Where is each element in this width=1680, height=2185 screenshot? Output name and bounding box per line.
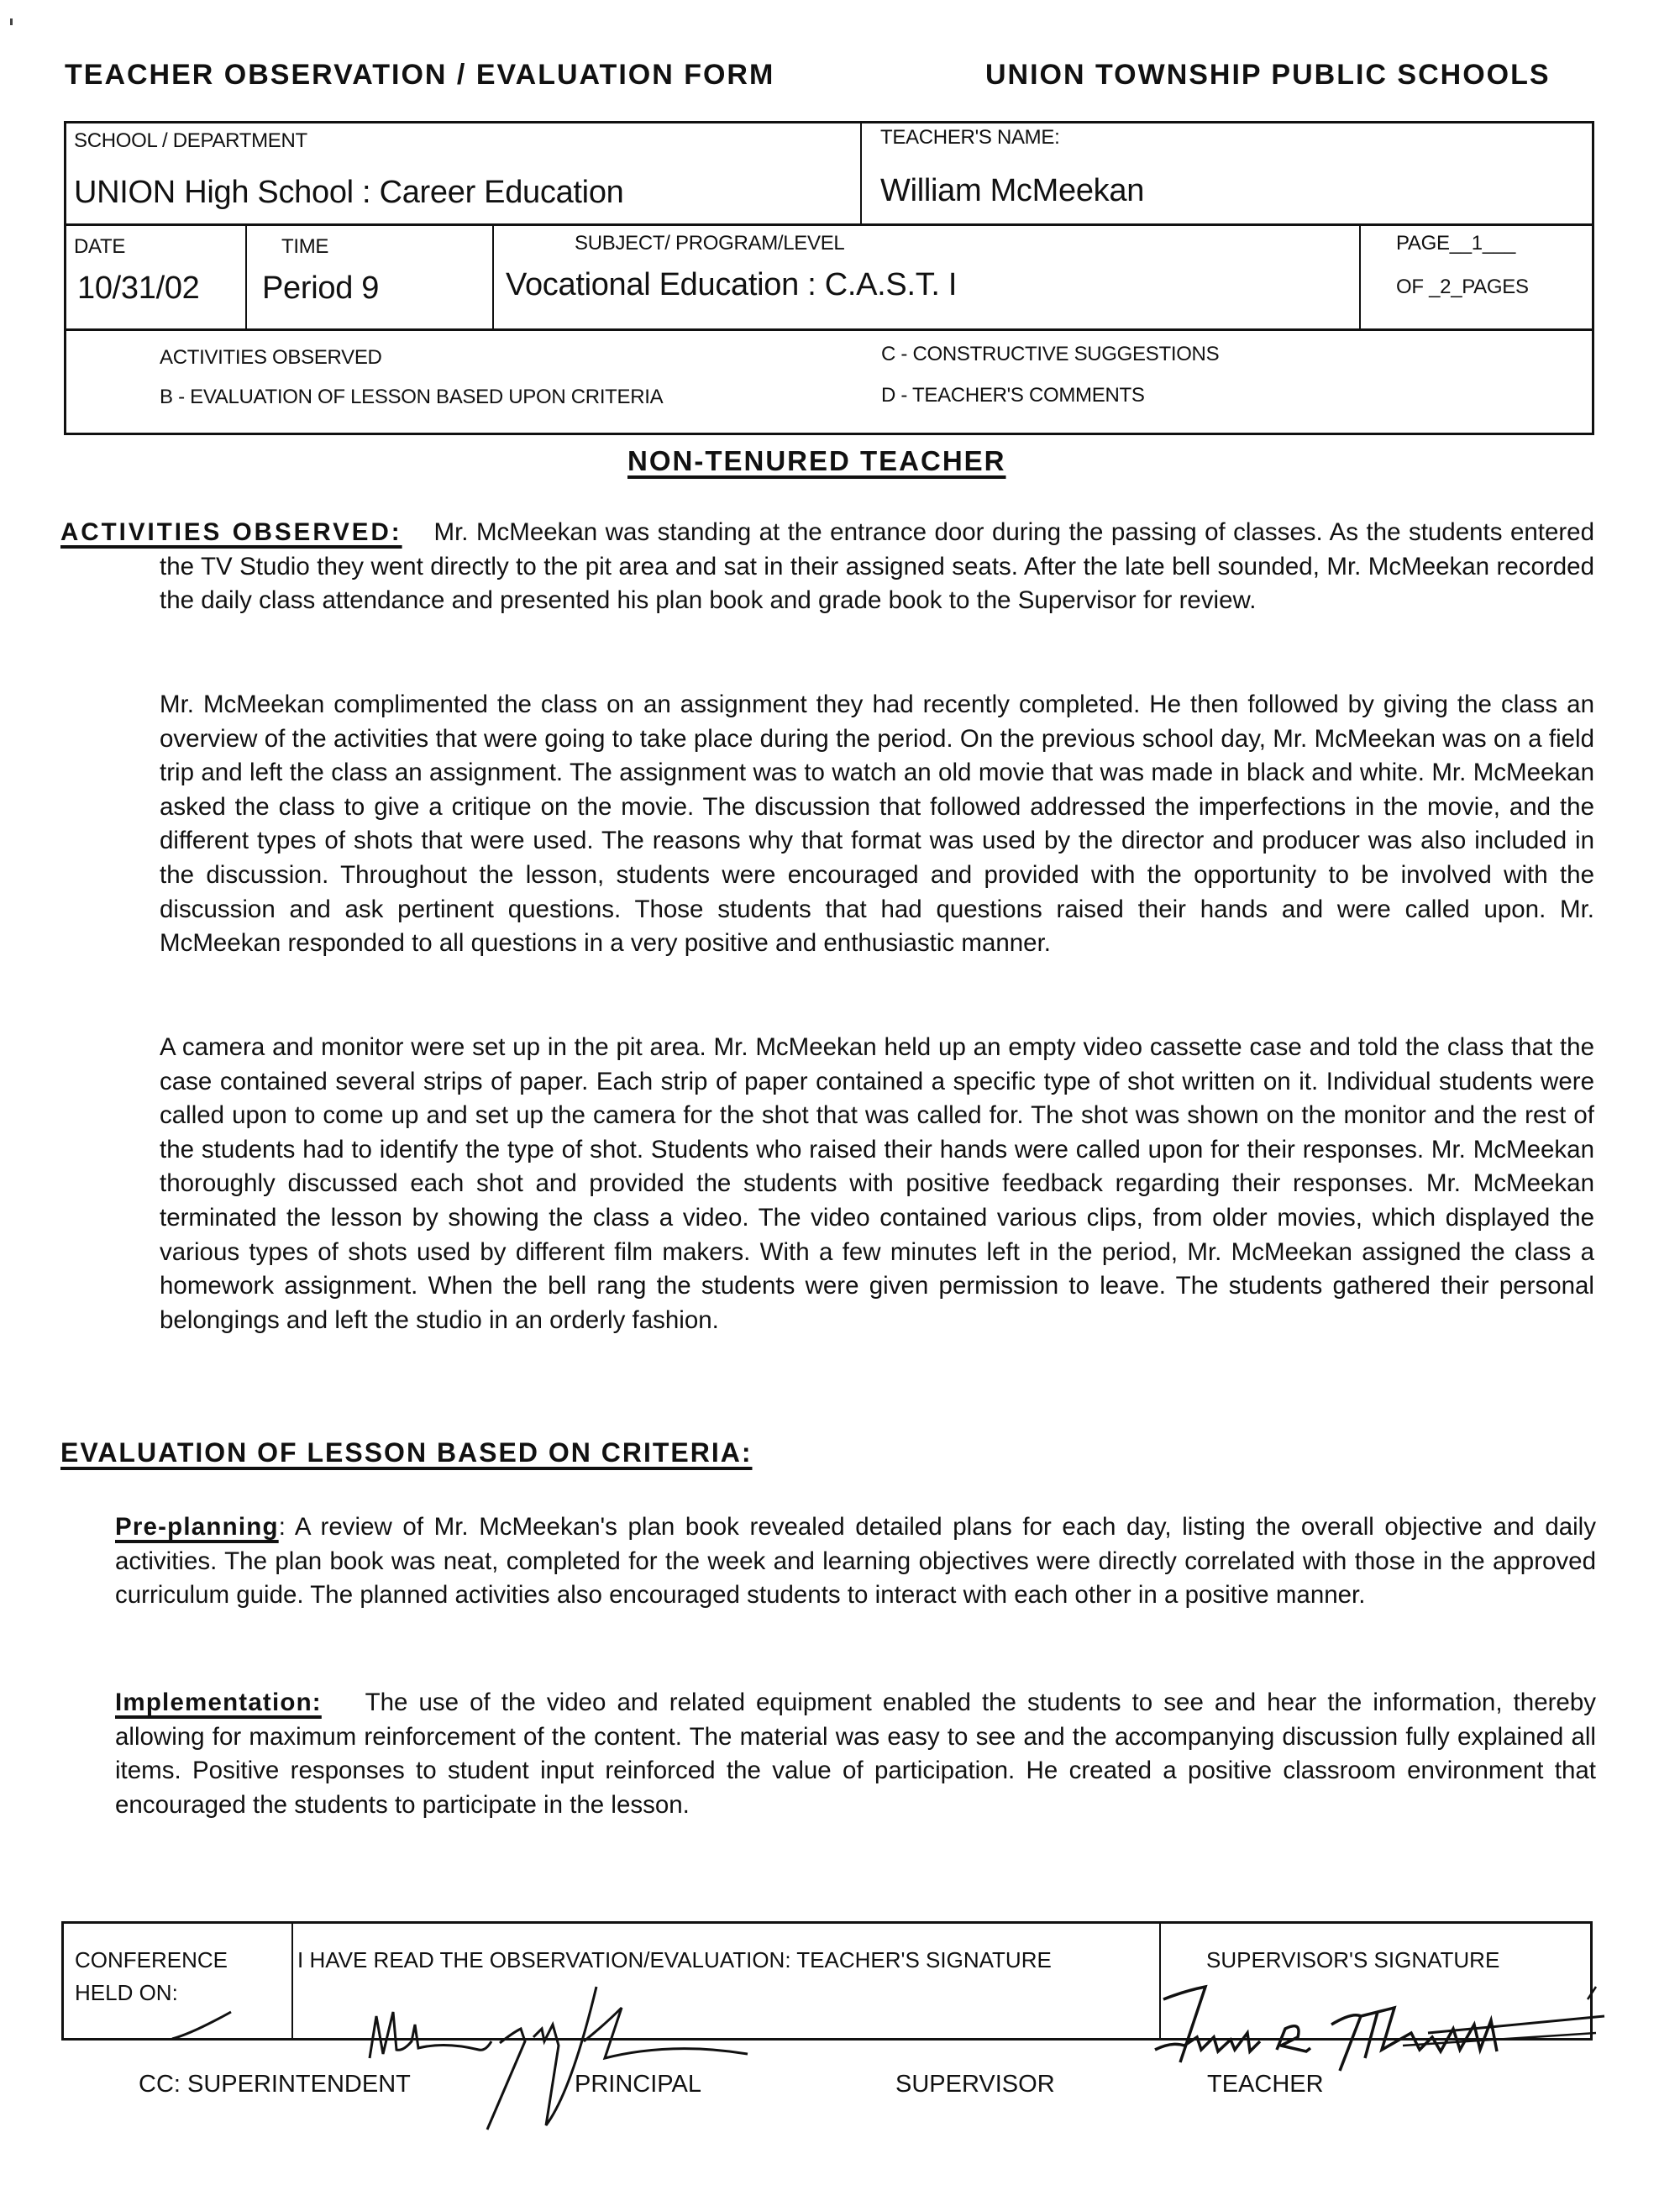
- implementation-label: Implementation:: [115, 1689, 322, 1716]
- pre-planning-paragraph: Pre-planning: A review of Mr. McMeekan's plan book revealed detailed plans for each day, listing the overall objective and daily activities. The plan book was neat, completed for the week and learning objectives were directly correlated with those in the approved curriculum guide. The planned activities also encouraged students to interact with each other in a positive manner.: [115, 1513, 1596, 1610]
- column-divider: [492, 223, 494, 329]
- teacher-signature-label: I HAVE READ THE OBSERVATION/EVALUATION: TEACHER'S SIGNATURE: [297, 1947, 1052, 1972]
- school-department-label: SCHOOL / DEPARTMENT: [74, 129, 307, 152]
- activities-paragraph-1: ACTIVITIES OBSERVED: Mr. McMeekan was standing at the entrance door during the passing of classes. As the students entered the TV Studio they went directly to the pit area and sat in their assigned seats. After the late bell sounded, Mr. McMeekan recorded the daily class attendance and presented his plan book and grade book to the Supervisor for review.: [60, 518, 1594, 615]
- activities-observed-section: [60, 516, 1594, 618]
- column-divider: [1359, 223, 1361, 329]
- legend-evaluation: B - EVALUATION OF LESSON BASED UPON CRITERIA: [160, 386, 664, 408]
- row-divider: [64, 328, 1594, 331]
- date-value: 10/31/02: [77, 270, 200, 306]
- teacher-name-label: TEACHER'S NAME:: [880, 126, 1060, 149]
- evaluation-heading: EVALUATION OF LESSON BASED ON CRITERIA:: [60, 1437, 753, 1468]
- conference-check-mark-icon: [168, 2004, 235, 2046]
- row-divider: [64, 223, 1594, 226]
- conference-label: CONFERENCE: [75, 1947, 228, 1972]
- supervisor-signature-label: SUPERVISOR'S SIGNATURE: [1206, 1947, 1500, 1972]
- column-divider: [291, 1921, 293, 2041]
- subject-label: SUBJECT/ PROGRAM/LEVEL: [575, 232, 845, 255]
- activities-paragraph-2: Mr. McMeekan complimented the class on an assignment they had recently completed. He then followed by giving the class an overview of the activities that were going to take place during the period. On the previous school day, Mr. McMeekan was on a field trip and left the class an assignment. The assignment was to watch an old movie that was made in black and white. Mr. McMeekan asked the class to give a critique on the movie. The discussion that followed addressed the imperfections in the movie, and the different types of shots that were used. The reasons why that format was used by the director and producer was also included in the discussion. Throughout the lesson, students were encouraged and provided with the opportunity to be involved with the discussion and ask pertinent questions. Those students that had questions raised their hands and were called upon. Mr. McMeekan responded to all questions in a very positive and enthusiastic manner.: [160, 691, 1594, 958]
- time-value: Period 9: [262, 270, 380, 306]
- cc-principal: PRINCIPAL: [575, 2071, 701, 2098]
- district-name: UNION TOWNSHIP PUBLIC SCHOOLS: [985, 59, 1551, 91]
- cc-supervisor: SUPERVISOR: [895, 2071, 1055, 2098]
- date-label: DATE: [74, 235, 126, 258]
- total-pages-label: OF _2_PAGES: [1396, 276, 1529, 298]
- activities-observed-heading: ACTIVITIES OBSERVED:: [60, 518, 402, 546]
- cc-superintendent: CC: SUPERINTENDENT: [139, 2071, 411, 2098]
- legend-teachers-comments: D - TEACHER'S COMMENTS: [881, 384, 1145, 407]
- activities-paragraph-3: A camera and monitor were set up in the pit area. Mr. McMeekan held up an empty video cassette case and told the class that the case contained several strips of paper. Each strip of paper contained a specific type of shot written on it. Individual students were called upon to come up and set up the camera for the shot that was called for. The shot was shown on the monitor and the rest of the students had to identify the type of shot. Students who raised their hands were called upon for their responses. Mr. McMeekan thoroughly discussed each shot and provided the students with positive feedback regarding their responses. Mr. McMeekan terminated the lesson by showing the class a video. The video contained various clips, from older movies, which displayed the various types of shots used by different film makers. With a few minutes left in the period, Mr. McMeekan assigned the class a homework assignment. When the bell rang the students were given permission to leave. The students gathered their personal belongings and left the studio in an orderly fashion.: [160, 1033, 1594, 1334]
- pre-planning-label: Pre-planning: [115, 1513, 279, 1541]
- conference-held-on-label: HELD ON:: [75, 1980, 178, 2005]
- teacher-name-value: William McMeekan: [880, 173, 1145, 208]
- implementation-paragraph: Implementation: The use of the video and related equipment enabled the students to see and hear the information, thereby allowing for maximum reinforcement of the content. The material was easy to see and the accompanying discussion fully explained all items. Positive responses to student input reinforced the value of participation. He created a positive classroom environment that encouraged the students to participate in the lesson.: [115, 1689, 1596, 1819]
- column-divider: [245, 223, 247, 329]
- legend-constructive-suggestions: C - CONSTRUCTIVE SUGGESTIONS: [881, 343, 1220, 365]
- cc-teacher: TEACHER: [1207, 2071, 1324, 2098]
- tenure-status-heading: NON-TENURED TEACHER: [627, 445, 1006, 476]
- form-title: TEACHER OBSERVATION / EVALUATION FORM: [65, 59, 775, 91]
- column-divider: [860, 121, 862, 223]
- school-department-value: UNION High School : Career Education: [74, 175, 624, 210]
- legend-activities-observed: ACTIVITIES OBSERVED: [160, 346, 382, 369]
- scan-mark: [10, 18, 13, 25]
- subject-value: Vocational Education : C.A.S.T. I: [506, 267, 958, 302]
- supervisor-signature: [1151, 1983, 1655, 2083]
- time-label: TIME: [281, 235, 329, 258]
- page-number-label: PAGE__1___: [1396, 232, 1515, 255]
